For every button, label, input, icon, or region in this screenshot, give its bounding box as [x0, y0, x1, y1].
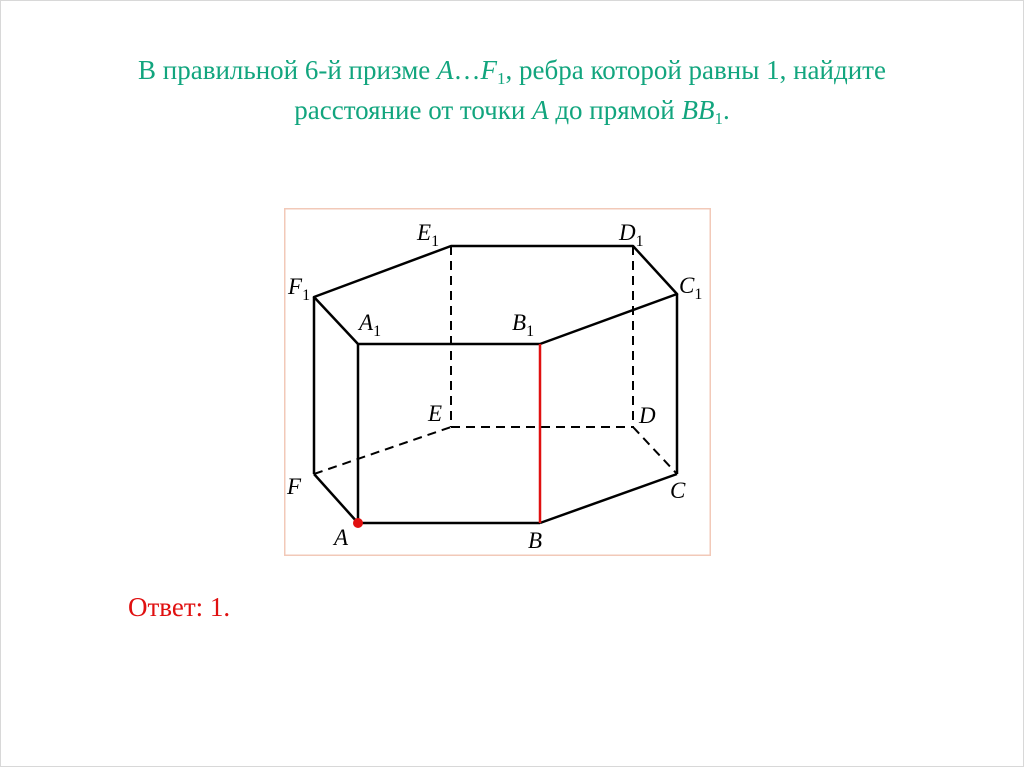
label-F1: $F_1$ — [288, 274, 311, 304]
label-D1: $D_1$ — [619, 220, 644, 250]
label-A1: $A_1$ — [359, 310, 382, 340]
point-A-marker — [353, 518, 363, 528]
subscript: 1 — [714, 109, 723, 128]
edge-F-A — [314, 474, 358, 523]
vertex-symbol: F — [480, 55, 498, 85]
problem-text: , ребра которой равны 1, найдите — [505, 55, 886, 85]
problem-text: расстояние от точки — [294, 95, 533, 125]
hidden-edges — [314, 246, 677, 474]
problem-statement — [20, 50, 1004, 130]
problem-text: . — [722, 95, 730, 125]
vertex-labels — [286, 220, 702, 553]
label-E1: $E_1$ — [417, 220, 440, 250]
label-A: A — [334, 525, 349, 550]
label-D: D — [639, 403, 656, 428]
problem-line-2 — [20, 90, 1004, 130]
vertex-symbol: A — [437, 55, 454, 85]
edge-F-E — [314, 427, 451, 474]
label-B1: $B_1$ — [512, 310, 535, 340]
edge-B-C — [540, 474, 677, 523]
problem-text: до прямой — [548, 95, 682, 125]
label-C1: $C_1$ — [679, 273, 703, 303]
ellipsis: … — [453, 55, 481, 85]
subscript: 1 — [497, 69, 506, 88]
vertex-symbol: A — [532, 95, 549, 125]
label-F: F — [287, 474, 302, 499]
visible-edges — [314, 246, 677, 523]
problem-text: В правильной 6-й призме — [138, 55, 438, 85]
problem-line-1 — [20, 50, 1004, 90]
edge-D-C — [633, 427, 677, 474]
prism-figure — [284, 208, 711, 556]
label-E: E — [428, 401, 443, 426]
line-symbol: BB — [681, 95, 715, 125]
label-C: C — [670, 478, 686, 503]
label-B: B — [528, 528, 543, 553]
answer-text: Ответ: 1. — [128, 592, 231, 622]
